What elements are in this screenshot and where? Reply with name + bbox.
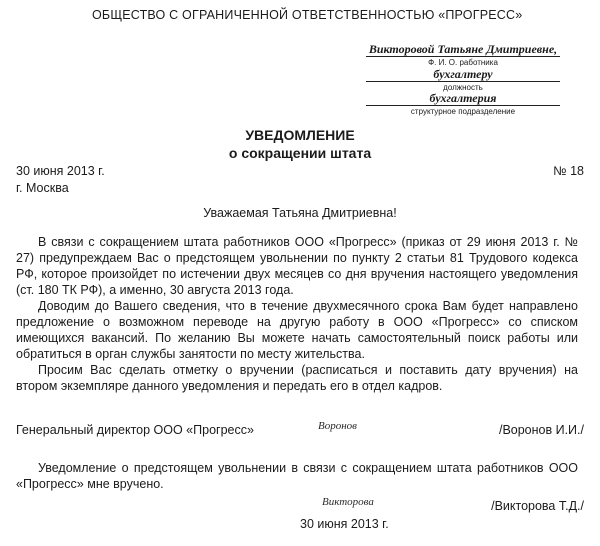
director-title: Генеральный директор ООО «Прогресс» <box>16 423 254 437</box>
recipient-position: бухгалтеру <box>433 67 493 81</box>
recipient-department-line <box>366 105 560 106</box>
recipient-position-line <box>366 81 560 82</box>
recipient-name: Викторовой Татьяне Дмитриевне, <box>368 42 558 56</box>
document-date: 30 июня 2013 г. <box>16 164 105 178</box>
acknowledgement-text: Уведомление о предстоящем увольнении в связи с сокращением штата работников ООО «Прогресс» мне вручено. <box>16 461 578 491</box>
greeting: Уважаемая Татьяна Дмитриевна! <box>203 206 397 220</box>
recipient-name-line <box>366 56 560 57</box>
document-title: УВЕДОМЛЕНИЕ <box>245 127 355 143</box>
document-city: г. Москва <box>16 181 69 195</box>
paragraph-receipt-request: Просим Вас сделать отметку о вручении (расписаться и поставить дату вручения) на втором экземпляре данного уведомления и передать его в отдел кадров. <box>16 363 578 393</box>
recipient-name-caption: Ф. И. О. работника <box>428 58 498 67</box>
recipient-position-caption: должность <box>443 83 483 92</box>
director-signature: Воронов <box>318 420 357 432</box>
employee-signature: Викторова <box>322 496 374 508</box>
paragraph-transfer-offer: Доводим до Вашего сведения, что в течение двухмесячного срока Вам будет направлено предложение о возможном переводе на другую работу в ООО «Прогресс» со списком имеющихся вакансий. По желанию Вы можете начать самостоятельный поиск работы или обратиться в орган службы занятости по месту жительства. <box>16 299 578 361</box>
organization-name: ОБЩЕСТВО С ОГРАНИЧЕННОЙ ОТВЕТСТВЕННОСТЬЮ «ПРОГРЕСС» <box>92 8 523 22</box>
recipient-department: бухгалтерия <box>429 91 497 105</box>
paragraph-dismissal-notice: В связи с сокращением штата работников ООО «Прогресс» (приказ от 29 июня 2013 г. № 27) предупреждаем Вас о предстоящем увольнении по пункту 2 статьи 81 Трудового кодекса РФ, которое произойдет по истечении двух месяцев со дня вручения настоящего уведомления (ст. 180 ТК РФ), а именно, 30 августа 2013 года. <box>16 235 578 297</box>
acknowledgement-date: 30 июня 2013 г. <box>300 517 389 531</box>
director-name: /Воронов И.И./ <box>498 423 584 437</box>
recipient-department-caption: структурное подразделение <box>410 107 516 116</box>
employee-name: /Викторова Т.Д./ <box>491 499 584 513</box>
document-number: № 18 <box>553 164 584 178</box>
document-subtitle: о сокращении штата <box>228 145 372 161</box>
